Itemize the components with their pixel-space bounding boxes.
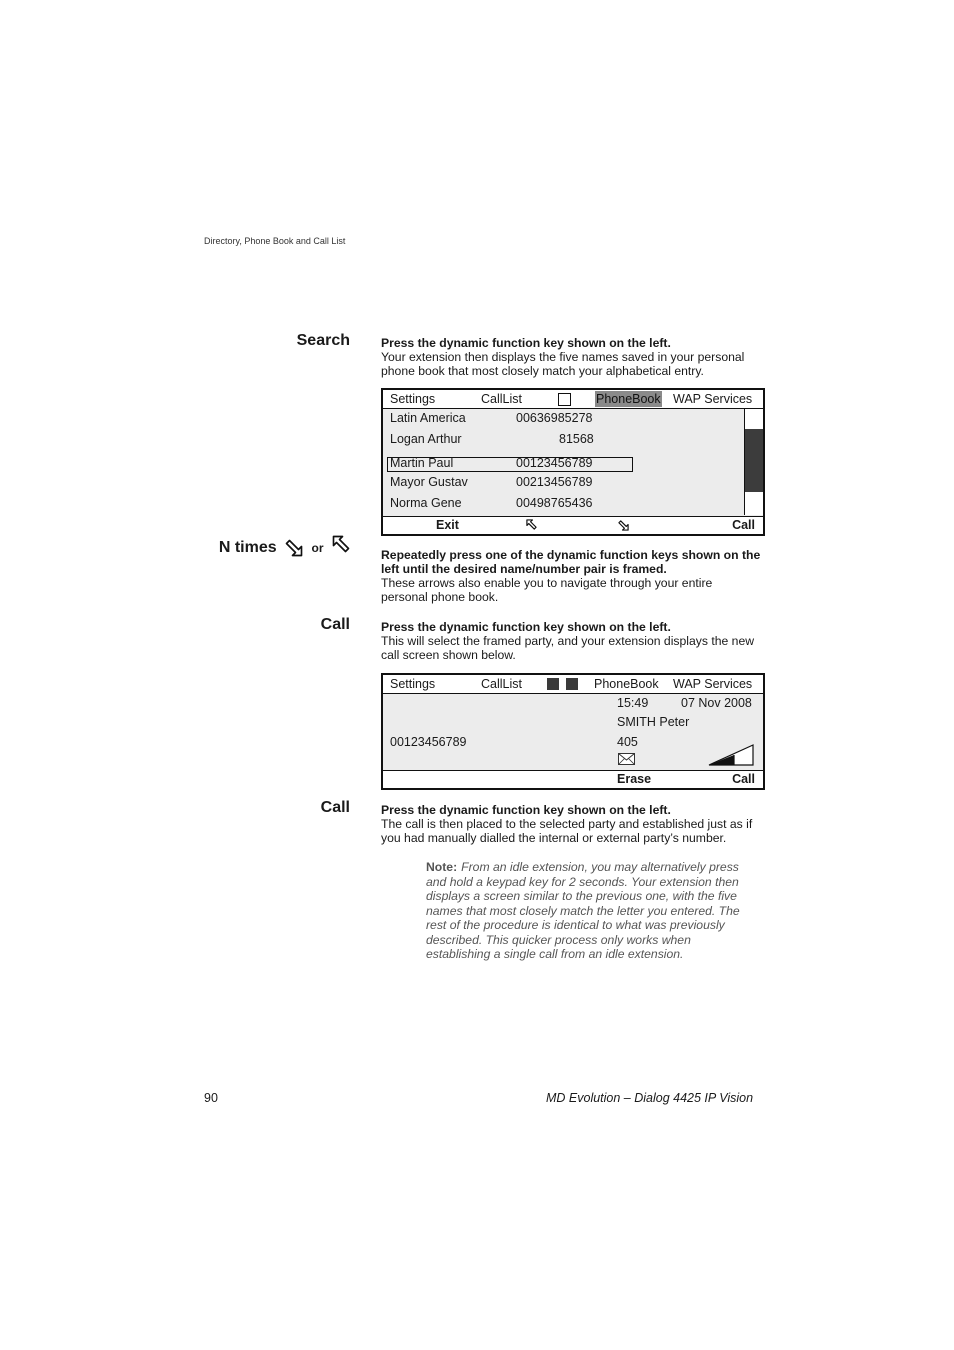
note-block xyxy=(426,860,751,962)
page-number: 90 xyxy=(204,1091,218,1105)
instruction-bold: Press the dynamic function key shown on the left. xyxy=(381,336,671,350)
instruction-bold: Repeatedly press one of the dynamic function keys shown on the left until the desired name/number pair is framed. xyxy=(381,548,761,576)
softkey-bar xyxy=(383,770,763,788)
instruction-text: Your extension then displays the five names saved in your personal phone book that most closely match your alphabetical entry. xyxy=(381,350,745,378)
instruction-text: These arrows also enable you to navigate through your entire personal phone book. xyxy=(381,576,713,604)
softkey-erase[interactable]: Erase xyxy=(617,772,652,786)
instruction-bold: Press the dynamic function key shown on the left. xyxy=(381,803,671,817)
scrollbar-thumb[interactable] xyxy=(745,429,763,492)
note-text: From an idle extension, you may alternatively press and hold a keypad key for 2 seconds. Your extension then displays a screen similar to the previous one, with the five names that most closely match the letter you entered. The rest of the procedure is identical to what was previously described. This quicker process only works when establishing a single call from an idle extension. xyxy=(426,860,740,961)
tab-settings[interactable]: Settings xyxy=(390,392,436,406)
entry-name[interactable]: Logan Arthur xyxy=(390,432,462,446)
entry-number-framed[interactable]: 00123456789 xyxy=(516,456,593,470)
tab-phonebook[interactable]: PhoneBook xyxy=(594,677,659,691)
running-header: Directory, Phone Book and Call List xyxy=(204,236,346,246)
or-label: or xyxy=(311,541,324,555)
step-instruction-ntimes xyxy=(381,548,761,604)
phonebook-screen xyxy=(381,388,765,536)
softkey-call[interactable]: Call xyxy=(732,518,755,532)
clock-date: 07 Nov 2008 xyxy=(681,696,752,710)
instruction-text: The call is then placed to the selected party and established just as if you had manually dialled the internal or external party’s number. xyxy=(381,817,753,845)
screen-tab-bar xyxy=(383,390,763,409)
step-instruction-search xyxy=(381,336,761,378)
tab-phonebook[interactable]: PhoneBook xyxy=(596,392,661,406)
step-instruction-call xyxy=(381,803,761,845)
tab-calllist[interactable]: CallList xyxy=(481,677,522,691)
entry-name[interactable]: Latin America xyxy=(390,411,466,425)
arrow-up-left-icon xyxy=(526,519,537,530)
note-label: Note: xyxy=(426,860,458,874)
entry-number[interactable]: 00636985278 xyxy=(516,411,593,425)
new-call-screen xyxy=(381,673,765,790)
softkey-scroll-down[interactable] xyxy=(618,520,629,531)
entry-number[interactable]: 81568 xyxy=(559,432,594,446)
document-title: MD Evolution – Dialog 4425 IP Vision xyxy=(546,1091,754,1105)
entry-name[interactable]: Mayor Gustav xyxy=(390,475,468,489)
tab-wap-services[interactable]: WAP Services xyxy=(673,392,753,406)
step-label-call: Call xyxy=(320,799,350,816)
instruction-text: This will select the framed party, and your extension displays the new call screen shown below. xyxy=(381,634,755,662)
entry-name-framed[interactable]: Martin Paul xyxy=(390,456,454,470)
scrollbar[interactable] xyxy=(744,409,763,515)
softkey-scroll-up[interactable] xyxy=(526,519,537,530)
status-indicator-icon xyxy=(566,678,578,690)
step-label-search: Search xyxy=(296,332,350,349)
volume-level-icon xyxy=(708,744,754,766)
softkey-bar xyxy=(383,516,763,534)
extension-number: 405 xyxy=(617,735,638,749)
dialled-number: 00123456789 xyxy=(390,735,467,749)
envelope-icon xyxy=(618,753,635,765)
screen-tab-bar xyxy=(383,675,763,694)
tab-calllist[interactable]: CallList xyxy=(481,392,522,406)
user-name: SMITH Peter xyxy=(617,715,690,729)
arrow-down-right-icon xyxy=(285,539,303,557)
step-instruction-call xyxy=(381,620,761,662)
entry-number[interactable]: 00213456789 xyxy=(516,475,593,489)
instruction-bold: Press the dynamic function key shown on the left. xyxy=(381,620,671,634)
ntimes-label: N times xyxy=(218,539,277,556)
softkey-call[interactable]: Call xyxy=(732,772,755,786)
tab-wap-services[interactable]: WAP Services xyxy=(673,677,753,691)
tab-settings[interactable]: Settings xyxy=(390,677,436,691)
entry-number[interactable]: 00498765436 xyxy=(516,496,593,510)
step-label-ntimes xyxy=(219,539,350,563)
step-label-call: Call xyxy=(320,616,350,633)
arrow-up-left-icon xyxy=(332,535,350,553)
softkey-exit[interactable]: Exit xyxy=(436,518,459,532)
entry-name[interactable]: Norma Gene xyxy=(390,496,462,510)
clock-time: 15:49 xyxy=(617,696,649,710)
arrow-down-right-icon xyxy=(618,520,629,531)
status-indicator-icon xyxy=(558,393,571,406)
status-indicator-icon xyxy=(547,678,559,690)
